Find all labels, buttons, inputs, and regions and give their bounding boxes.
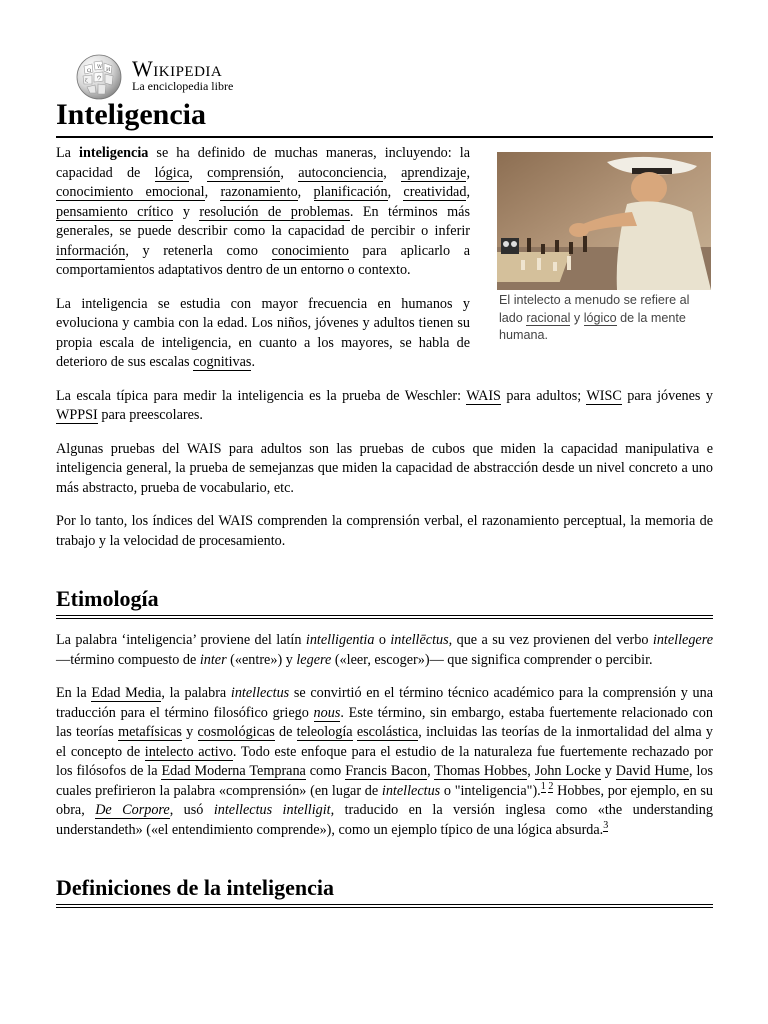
latin-term: intellēctus, [390,632,453,648]
svg-text:ζ: ζ [85,78,88,84]
link-logico[interactable]: lógico [583,310,617,325]
caption-text: y [570,310,584,325]
link-teleologia[interactable]: teleología [296,724,353,740]
chess-player-photo[interactable] [497,152,711,290]
link-conocimiento-emocional[interactable]: conocimiento emocional [56,184,205,200]
link-david-hume[interactable]: David Hume [615,763,689,779]
text: , [466,164,471,181]
text: , [280,164,299,181]
text: , [204,184,221,200]
intro-paragraph-5: Por lo tanto, los índices del WAIS comprenden la comprensión verbal, el razonamiento perceptual, la memoria de trabajo y la velocidad de procesamiento. [56,513,713,549]
text: para adultos; [500,387,587,404]
link-cognitivas[interactable]: cognitivas [193,354,252,370]
link-planificacion[interactable]: planificación [313,184,388,200]
text: , los cuales prefirieron la palabra «comprensión» (en lugar de [56,763,714,799]
caption-text: El intelecto a menudo se refiere al lado [499,293,690,325]
wikipedia-wordmark: Wikipedia [132,56,223,81]
text: para aplicarlo a comportamientos adaptativos dentro de un entorno o contexto. [56,242,470,278]
latin-term: legere [296,651,332,668]
etimologia-paragraph-1 [56,631,713,670]
text: de [274,724,297,740]
page-title: Inteligencia [56,96,713,138]
text: se convirtió en el término técnico académico para la comprensión y una traducción para el término filosófico griego [56,685,713,721]
text: y [600,763,616,779]
wikipedia-tagline: La enciclopedia libre [132,79,234,93]
svg-text:И: И [106,67,111,73]
section-heading-definiciones: Definiciones de la inteligencia [56,874,713,908]
text: para preescolares. [97,407,203,423]
link-conocimiento[interactable]: conocimiento [271,242,349,259]
article [56,96,713,908]
link-intelecto-activo[interactable]: intelecto activo [144,743,233,760]
figure-caption [497,292,713,345]
text: La escala típica para medir la inteligencia es la prueba de Weschler: [56,387,467,404]
link-wppsi[interactable]: WPPSI [56,407,98,423]
text: , [383,164,402,181]
intro-column [56,144,470,373]
latin-term: intellectus intelligit, [213,802,335,818]
link-de-corpore[interactable]: De Corpore [95,802,170,818]
text: se ha definido de muchas maneras, incluyendo: la capacidad de [56,145,470,181]
latin-term: intelligentia [305,632,375,648]
link-razonamiento[interactable]: razonamiento [220,184,298,200]
link-aprendizaje[interactable]: aprendizaje [401,164,467,181]
link-wais[interactable]: WAIS [466,387,501,404]
reference-link-1[interactable]: 1 [540,780,546,792]
text: traducido en la versión inglesa como «the understanding understandeth» («el entendimiento comprende»), como un ejemplo típico de una lógica absurda. [56,802,713,838]
latin-term: intellegere [652,632,714,648]
reference-link-2[interactable]: 2 [548,780,554,792]
reference-3 [603,820,608,832]
text: , y retenerla como [125,242,272,259]
wikipedia-logo[interactable] [74,52,274,100]
latin-term: intellectus [230,685,290,701]
text: En la [56,685,92,701]
link-metafisicas[interactable]: metafísicas [118,724,182,740]
link-thomas-hobbes[interactable]: Thomas Hobbes [434,763,528,779]
section-heading-etimologia: Etimología [56,585,713,619]
text: para jóvenes y [621,387,713,404]
link-comprension[interactable]: comprensión [207,164,281,181]
text: («leer, escoger»)— que significa comprender o percibir. [331,651,653,668]
text: , incluidas las teorías de la inmortalidad del alma y el concepto de [56,724,713,760]
intro-paragraph-3 [56,387,713,426]
text: o [374,632,391,648]
text: como [305,763,346,779]
link-edad-moderna-temprana[interactable]: Edad Moderna Temprana [161,763,306,779]
link-wisc[interactable]: WISC [586,387,622,404]
term-bold: inteligencia [79,145,149,161]
text: , la palabra [161,685,231,701]
caption-text: de la mente humana. [499,310,686,342]
link-francis-bacon[interactable]: Francis Bacon [345,763,428,779]
reference-1 [541,781,554,793]
latin-term: intellectus [381,782,441,799]
text: . En términos más generales, se puede describir como la capacidad de percibir o inferir [56,203,470,239]
link-logica[interactable]: lógica [154,164,190,181]
text: La inteligencia se estudia con mayor frecuencia en humanos y evoluciona y cambia con la edad. Los niños, jóvenes y adultos tienen su propia escala de inteligencia, en cuanto a los mayores, se habla de deterioro de sus escalas [56,295,470,370]
link-informacion[interactable]: información [56,242,126,259]
link-autoconciencia[interactable]: autoconciencia [298,164,384,181]
text: La [56,145,80,161]
link-pensamiento-critico[interactable]: pensamiento crítico [56,203,174,220]
intro-paragraph-1 [56,144,470,281]
text: («entre») y [226,651,297,668]
link-cosmologicas[interactable]: cosmológicas [197,724,275,740]
text: que a su vez provienen del verbo [452,632,653,648]
link-escolastica[interactable]: escolástica [356,724,419,740]
text: . Todo este enfoque para el estudio de la naturaleza fue fuertemente rechazado por los filósofos de la [56,743,713,779]
link-resolucion-de-problemas[interactable]: resolución de problemas [199,203,350,220]
svg-text:ウ: ウ [96,75,103,82]
link-nous[interactable]: nous [313,704,341,721]
article-figure [497,152,713,345]
text: , [527,763,535,779]
text: , usó [169,802,214,818]
svg-text:W: W [97,64,103,70]
latin-term: inter [199,651,227,668]
svg-text:Ω: Ω [87,68,92,74]
text: y [181,724,198,740]
intro-paragraph-4: Algunas pruebas del WAIS para adultos son las pruebas de cubos que miden la capacidad manipulativa e inteligencia general, la prueba de semejanzas que miden la capacidad de abstracción desde un nivel concreto a uno más abstracto, prueba de vocabulario, etc. [56,440,713,496]
text: o "inteligencia"). [440,782,541,799]
text: , [427,763,435,779]
link-edad-media[interactable]: Edad Media [91,685,162,701]
text: . Este término, sin embargo, estaba fuertemente relacionado con las teorías [56,704,713,740]
text: La palabra ‘inteligencia’ proviene del latín [56,632,306,648]
text: , [466,184,470,200]
link-creatividad[interactable]: creatividad [403,184,467,200]
text: Hobbes, por ejemplo, en su obra, [56,782,713,818]
text: . [251,354,255,370]
text: , [189,164,208,181]
reference-link-3[interactable]: 3 [603,819,609,831]
intro-paragraph-2 [56,295,470,373]
link-racional[interactable]: racional [526,310,571,325]
wikipedia-globe-icon [74,52,124,100]
text: , [387,184,404,200]
text: y [173,203,200,220]
link-john-locke[interactable]: John Locke [534,763,601,779]
text: —término compuesto de [56,651,200,668]
etimologia-paragraph-2 [56,684,713,840]
text: , [297,184,314,200]
